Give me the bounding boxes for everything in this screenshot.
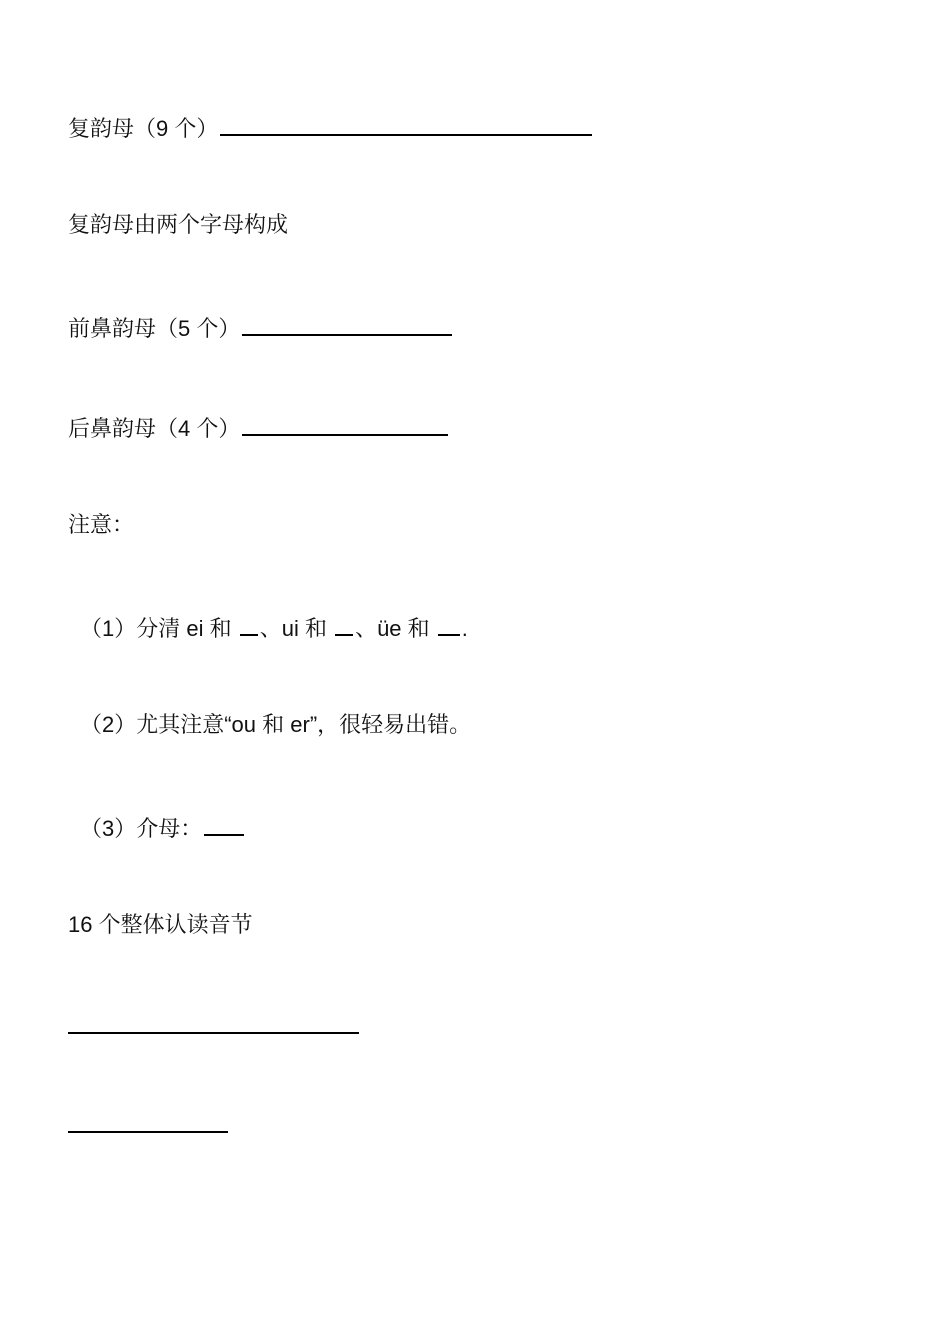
front-nasal-finals-blank[interactable] <box>242 310 452 336</box>
back-nasal-finals-line <box>68 410 450 444</box>
compound-finals-line <box>68 110 594 144</box>
compound-finals-note: 复韵母由两个字母构成 <box>68 212 289 237</box>
compound-finals-label: 复韵母（9 个） <box>68 116 219 141</box>
back-nasal-finals-blank[interactable] <box>242 410 448 436</box>
note-1-blank-ue[interactable] <box>438 610 460 636</box>
back-nasal-finals-label: 后鼻韵母（4 个） <box>68 416 241 441</box>
note-3-label: （3）介母： <box>80 816 203 841</box>
note-1-suffix: . <box>461 616 468 641</box>
note-item-2: （2）尤其注意“ou 和 er”，很轻易出错。 <box>80 712 472 737</box>
note-item-1 <box>80 610 468 644</box>
front-nasal-finals-line <box>68 310 454 344</box>
whole-syllables-blank-1[interactable] <box>68 1032 359 1034</box>
whole-syllables-blank-2[interactable] <box>68 1131 228 1133</box>
note-1-mid-ui: 、ui 和 <box>259 616 334 641</box>
note-1-blank-ui[interactable] <box>335 610 353 636</box>
medial-blank[interactable] <box>204 810 244 836</box>
note-item-3 <box>80 810 246 844</box>
front-nasal-finals-label: 前鼻韵母（5 个） <box>68 316 241 341</box>
note-1-blank-ei[interactable] <box>240 610 258 636</box>
note-1-prefix: （1）分清 ei 和 <box>80 616 238 641</box>
compound-finals-blank[interactable] <box>220 110 592 136</box>
notes-heading: 注意： <box>68 512 135 537</box>
note-1-mid-ue: 、üe 和 <box>355 616 436 641</box>
whole-syllables-heading: 16 个整体认读音节 <box>68 912 253 937</box>
